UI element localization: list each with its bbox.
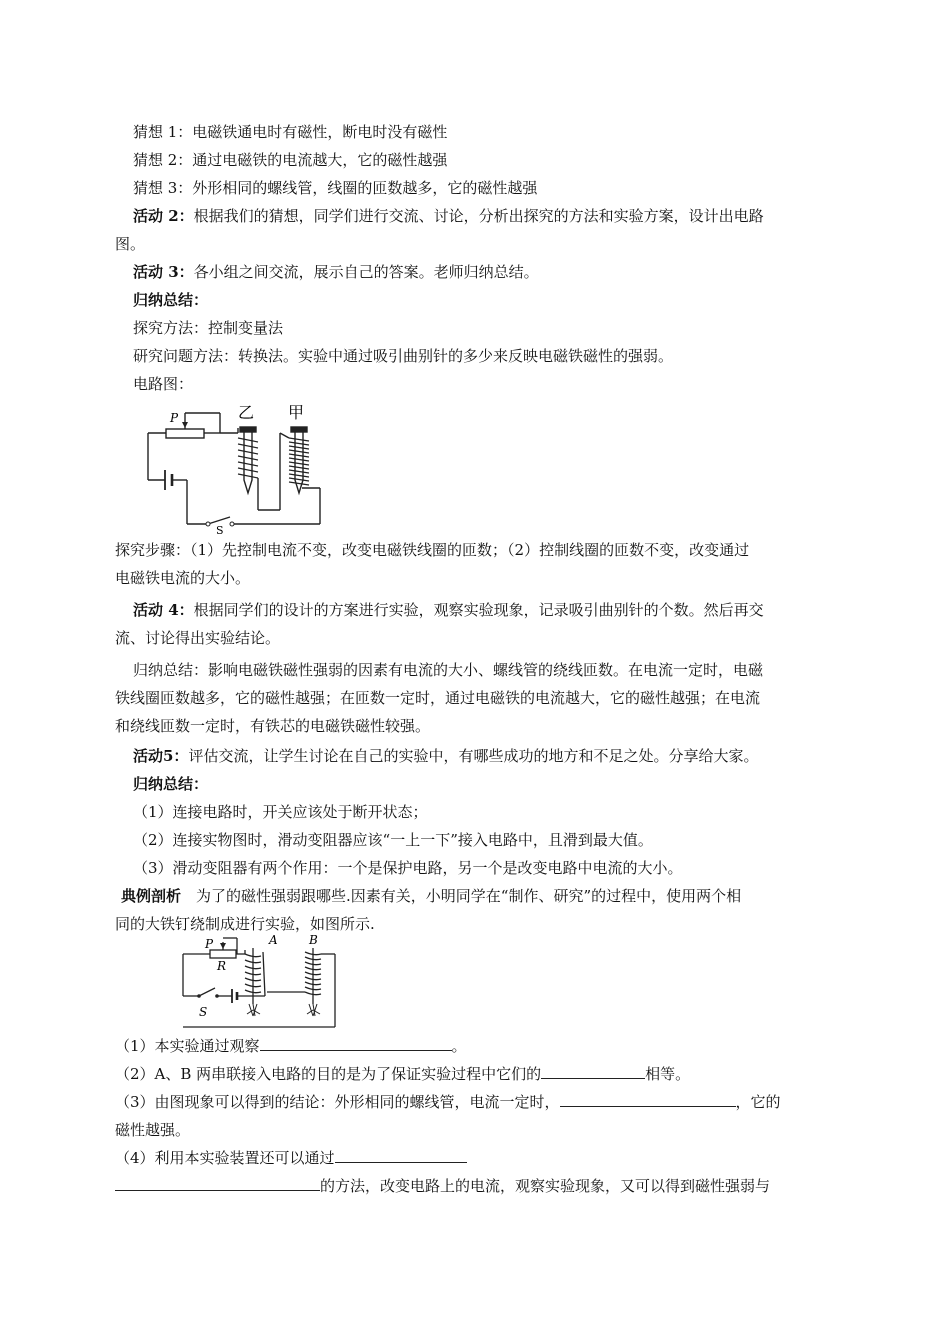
diagram2-label-p: P: [205, 937, 214, 951]
rheostat-r: [210, 950, 236, 958]
activity-2: [133, 206, 764, 226]
rheostat: [166, 429, 204, 438]
q4-answer-blank-1[interactable]: [335, 1148, 467, 1163]
guess-3: 猜想 3：外形相同的螺线管，线圈的匝数越多，它的磁性越强: [133, 179, 538, 197]
question-3-cont: 磁性越强。: [115, 1121, 191, 1139]
activity-2-text: 根据我们的猜想，同学们进行交流、讨论，分析出探究的方法和实验方案，设计出电路: [193, 207, 764, 225]
guess-1: 猜想 1：电磁铁通电时有磁性，断电时没有磁性: [133, 123, 448, 141]
activity-3-label: 活动 3：: [133, 263, 194, 281]
switch-lever: [208, 517, 230, 524]
switch-s: [199, 988, 215, 996]
method-text: 探究方法：控制变量法: [133, 319, 284, 337]
q3-answer-blank[interactable]: [560, 1092, 736, 1107]
q1-text: （1）本实验通过观察: [115, 1037, 260, 1055]
activity-2-label: 活动 2：: [133, 207, 194, 225]
example-text: 为了的磁性强弱跟哪些.因素有关，小明同学在“制作、研究”的过程中，使用两个相: [196, 887, 742, 905]
q4-text: （4）利用本实验装置还可以通过: [115, 1149, 335, 1167]
q2-text: （2）A、B 两串联接入电路的目的是为了保证实验过程中它们的: [115, 1065, 542, 1083]
question-2: [115, 1064, 690, 1084]
summary-item-1: （1）连接电路时，开关应该处于断开状态；: [133, 803, 428, 821]
diagram2-label-a: A: [269, 933, 278, 947]
diagram1-label-jia: 甲: [288, 403, 305, 422]
conclusion-line-1: 归纳总结：影响电磁铁磁性强弱的因素有电流的大小、螺线管的绕线匝数。在电流一定时，电磁: [133, 661, 764, 679]
summary-2-heading: 归纳总结：: [133, 775, 209, 793]
conclusion-line-2: 铁线圈匝数越多，它的磁性越强；在匝数一定时，通过电磁铁的电流越大，它的磁性越强；在电流: [115, 689, 761, 707]
summary-item-2: （2）连接实物图时，滑动变阻器应该“一上一下”接入电路中，且滑到最大值。: [133, 831, 653, 849]
steps-line-2: 电磁铁电流的大小。: [115, 569, 251, 587]
diagram2-label-b: B: [309, 933, 318, 947]
q4-answer-blank-2[interactable]: [115, 1176, 320, 1191]
conclusion-line-3: 和绕线匝数一定时，有铁芯的电磁铁磁性较强。: [115, 717, 431, 735]
diagram2-label-r: R: [217, 959, 227, 973]
q2-end: 相等。: [645, 1065, 691, 1083]
activity-3-text: 各小组之间交流，展示自己的答案。老师归纳总结。: [193, 263, 539, 281]
circuit-label: 电路图：: [133, 375, 194, 393]
example-label: 典例剖析: [121, 887, 182, 905]
q1-answer-blank[interactable]: [260, 1036, 452, 1051]
q3-text: （3）由图现象可以得到的结论：外形相同的螺线管，电流一定时，: [115, 1093, 560, 1111]
diagram1-label-yi: 乙: [238, 403, 255, 422]
activity-4-text: 根据同学们的设计的方案进行实验，观察实验现象，记录吸引曲别针的个数。然后再交: [193, 601, 764, 619]
diagram1-label-p: P: [170, 411, 179, 425]
q2-answer-blank[interactable]: [541, 1064, 645, 1079]
steps-line-1: 探究步骤：（1）先控制电流不变，改变电磁铁线圈的匝数；（2）控制线圈的匝数不变，改变通过: [115, 541, 750, 559]
research-text: 研究问题方法：转换法。实验中通过吸引曲别针的多少来反映电磁铁磁性的强弱。: [133, 347, 674, 365]
activity-4-cont: 流、讨论得出实验结论。: [115, 629, 281, 647]
question-1: [115, 1036, 467, 1056]
circuit-diagram-2: [175, 930, 345, 1030]
activity-4: [133, 600, 764, 620]
question-4: [115, 1148, 467, 1168]
guess-2: 猜想 2：通过电磁铁的电流越大，它的磁性越强: [133, 151, 448, 169]
question-4-cont: [115, 1176, 770, 1196]
activity-5: [133, 746, 758, 766]
example-line-2: 同的大铁钉绕制成进行实验，如图所示.: [115, 915, 375, 933]
example-line-1: [121, 886, 741, 906]
circuit-diagram-1: [130, 400, 340, 535]
diagram2-label-s: S: [199, 1005, 208, 1019]
question-3: [115, 1092, 781, 1112]
q1-end: 。: [451, 1037, 467, 1055]
activity-3: [133, 262, 539, 282]
activity-5-label: 活动5：: [133, 747, 189, 765]
activity-4-label: 活动 4：: [133, 601, 194, 619]
diagram1-label-s: S: [216, 524, 224, 535]
summary-item-3: （3）滑动变阻器有两个作用：一个是保护电路，另一个是改变电路中电流的大小。: [133, 859, 683, 877]
activity-5-text: 评估交流，让学生讨论在自己的实验中，有哪些成功的地方和不足之处。分享给大家。: [188, 747, 759, 765]
q4-text-2: 的方法，改变电路上的电流，观察实验现象，又可以得到磁性强弱与: [320, 1177, 771, 1195]
q3-mid: ，它的: [735, 1093, 781, 1111]
activity-2-cont: 图。: [115, 235, 146, 253]
summary-1-heading: 归纳总结：: [133, 291, 209, 309]
